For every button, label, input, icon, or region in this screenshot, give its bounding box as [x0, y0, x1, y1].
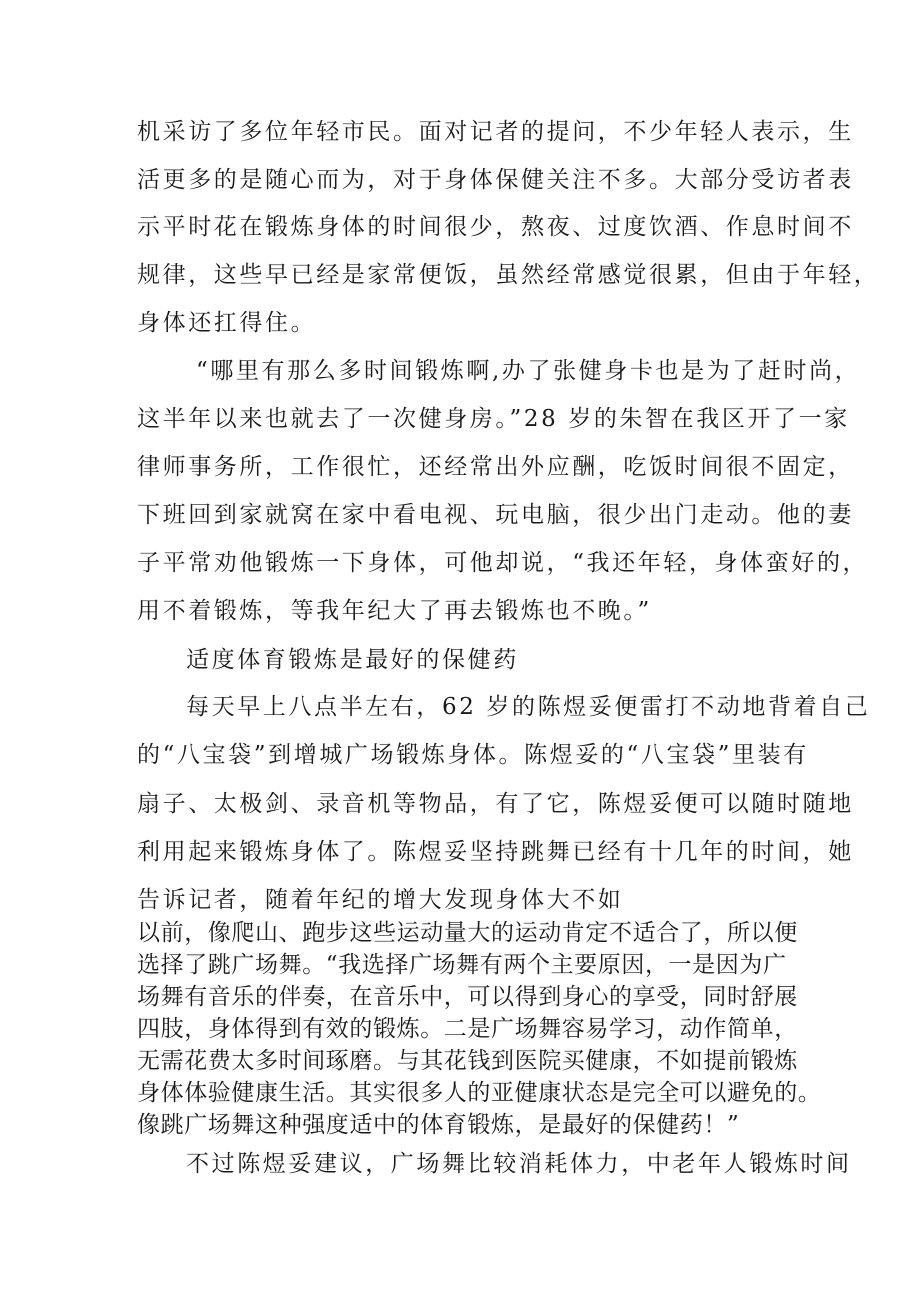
paragraph-line: 利用起来锻炼身体了。陈煜妥坚持跳舞已经有十几年的时间，她: [137, 839, 854, 865]
paragraph-line: 每天早上八点半左右，62 岁的陈煜妥便雷打不动地背着自己: [186, 694, 871, 720]
paragraph-line: 活更多的是随心而为，对于身体保健关注不多。大部分受访者表: [137, 167, 854, 193]
paragraph-line: 无需花费太多时间琢磨。与其花钱到医院买健康，不如提前锻炼: [137, 1048, 798, 1074]
paragraph-line: 用不着锻炼，等我年纪大了再去锻炼也不晚。”: [137, 598, 652, 624]
paragraph-line: 下班回到家就窝在家中看电视、玩电脑，很少出门走动。他的妻: [137, 502, 854, 528]
paragraph-line: 不过陈煜妥建议，广场舞比较消耗体力，中老年人锻炼时间: [186, 1151, 852, 1177]
paragraph-line: 示平时花在锻炼身体的时间很少，熬夜、过度饮酒、作息时间不: [137, 214, 854, 240]
paragraph-line: 扇子、太极剑、录音机等物品，有了它，陈煜妥便可以随时随地: [137, 791, 854, 817]
paragraph-line: 四肢，身体得到有效的锻炼。二是广场舞容易学习，动作简单，: [137, 1016, 798, 1042]
paragraph-line: 子平常劝他锻炼一下身体，可他却说，“我还年轻，身体蛮好的，: [137, 550, 869, 576]
paragraph-line: 律师事务所，工作很忙，还经常出外应酬，吃饭时间很不固定，: [137, 454, 854, 480]
paragraph-line: 机采访了多位年轻市民。面对记者的提问，不少年轻人表示，生: [137, 119, 854, 145]
section-heading: 适度体育锻炼是最好的保健药: [186, 647, 519, 673]
paragraph-line: 的“八宝袋”到增城广场锻炼身体。陈煜妥的“八宝袋”里装有: [137, 742, 809, 768]
paragraph-line: “哪里有那么多时间锻炼啊,办了张健身卡也是为了赶时尚，: [196, 358, 861, 384]
paragraph-line: 场舞有音乐的伴奏，在音乐中，可以得到身心的享受，同时舒展: [137, 984, 798, 1010]
paragraph-line: 像跳广场舞这种强度适中的体育锻炼，是最好的保健药！”: [137, 1112, 740, 1138]
paragraph-line: 选择了跳广场舞。“我选择广场舞有两个主要原因，一是因为广: [137, 952, 787, 978]
paragraph-line: 身体还扛得住。: [137, 310, 317, 336]
paragraph-line: 以前，像爬山、跑步这些运动量大的运动肯定不适合了，所以便: [137, 920, 798, 946]
paragraph-line: 这半年以来也就去了一次健身房。”28 岁的朱智在我区开了一家: [137, 406, 850, 432]
paragraph-line: 告诉记者，随着年纪的增大发现身体大不如: [137, 887, 624, 913]
paragraph-line: 规律，这些早已经是家常便饭，虽然经常感觉很累，但由于年轻，: [137, 262, 880, 288]
paragraph-line: 身体体验健康生活。其实很多人的亚健康状态是完全可以避免的。: [137, 1080, 822, 1106]
